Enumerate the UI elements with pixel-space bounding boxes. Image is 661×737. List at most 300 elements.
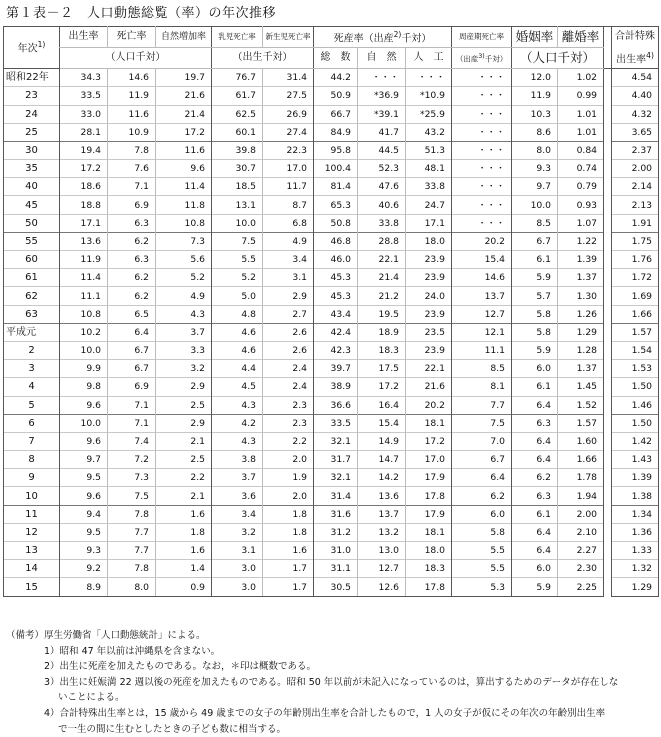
cell-ft: 95.8 — [314, 141, 358, 159]
cell-fa: *25.9 — [406, 105, 452, 123]
cell-d: 6.7 — [108, 341, 156, 359]
cell-tfr: 2.37 — [612, 141, 659, 159]
cell-d: 10.9 — [108, 123, 156, 141]
cell-n: 11.4 — [156, 178, 212, 196]
cell-d: 7.7 — [108, 523, 156, 541]
cell-m: 5.8 — [512, 323, 558, 341]
cell-p: 5.3 — [452, 578, 512, 596]
cell-ft: 66.7 — [314, 105, 358, 123]
row-year: 11 — [4, 505, 60, 523]
cell-n: 10.8 — [156, 214, 212, 232]
cell-d: 6.2 — [108, 269, 156, 287]
row-year: 35 — [4, 160, 60, 178]
cell-fa: 17.1 — [406, 214, 452, 232]
header-total: 総 数 — [314, 48, 358, 69]
cell-n: 5.6 — [156, 251, 212, 269]
cell-fa: 23.9 — [406, 305, 452, 323]
cell-fn: 12.7 — [358, 560, 406, 578]
cell-tfr: 4.40 — [612, 87, 659, 105]
table-row — [4, 196, 659, 214]
cell-tfr: 1.42 — [612, 432, 659, 450]
cell-b: 10.0 — [60, 341, 108, 359]
cell-m: 6.7 — [512, 232, 558, 250]
cell-n: 2.9 — [156, 414, 212, 432]
cell-ne: 31.4 — [263, 69, 314, 87]
cell-tfr: 1.72 — [612, 269, 659, 287]
cell-dv: 1.30 — [558, 287, 604, 305]
cell-ft: 42.4 — [314, 323, 358, 341]
cell-fa: 23.9 — [406, 251, 452, 269]
cell-ft: 38.9 — [314, 378, 358, 396]
row-year: 7 — [4, 432, 60, 450]
table-row — [4, 160, 659, 178]
table-row — [4, 542, 659, 560]
cell-m: 5.9 — [512, 341, 558, 359]
cell-b: 9.8 — [60, 378, 108, 396]
cell-p: ・・・ — [452, 123, 512, 141]
unit-pop2: （人口千対） — [512, 48, 604, 69]
cell-n: 2.5 — [156, 451, 212, 469]
cell-ne: 11.7 — [263, 178, 314, 196]
row-year: 昭和22年 — [4, 69, 60, 87]
cell-dv: 1.66 — [558, 451, 604, 469]
cell-p: 11.1 — [452, 341, 512, 359]
row-year: 5 — [4, 396, 60, 414]
cell-dv: 1.94 — [558, 487, 604, 505]
note-3: 3）出生に妊娠満 22 週以後の死産を加えたものである。昭和 50 年以前が未記入になっているのは，算出するためのデータが存在しな — [44, 676, 619, 688]
cell-fa: 22.1 — [406, 360, 452, 378]
cell-i: 4.8 — [212, 305, 263, 323]
header-artificial: 人 工 — [406, 48, 452, 69]
cell-p: 6.7 — [452, 451, 512, 469]
table-row — [4, 523, 659, 541]
table-row — [4, 578, 659, 596]
cell-d: 7.5 — [108, 487, 156, 505]
cell-i: 3.0 — [212, 560, 263, 578]
table-row — [4, 123, 659, 141]
cell-d: 7.7 — [108, 542, 156, 560]
cell-ft: 33.5 — [314, 414, 358, 432]
cell-m: 9.7 — [512, 178, 558, 196]
cell-m: 8.5 — [512, 214, 558, 232]
cell-i: 3.7 — [212, 469, 263, 487]
cell-p: ・・・ — [452, 105, 512, 123]
cell-b: 11.4 — [60, 269, 108, 287]
cell-p: 7.5 — [452, 414, 512, 432]
cell-ft: 81.4 — [314, 178, 358, 196]
cell-n: 3.3 — [156, 341, 212, 359]
row-year: 6 — [4, 414, 60, 432]
cell-ne: 17.0 — [263, 160, 314, 178]
cell-dv: 2.27 — [558, 542, 604, 560]
cell-i: 5.5 — [212, 251, 263, 269]
cell-d: 6.7 — [108, 360, 156, 378]
cell-d: 6.2 — [108, 287, 156, 305]
cell-tfr: 1.57 — [612, 323, 659, 341]
cell-fa: 17.8 — [406, 487, 452, 505]
cell-ne: 1.7 — [263, 560, 314, 578]
cell-i: 3.0 — [212, 578, 263, 596]
cell-ne: 1.6 — [263, 542, 314, 560]
cell-i: 4.6 — [212, 341, 263, 359]
cell-m: 5.7 — [512, 287, 558, 305]
row-year: 3 — [4, 360, 60, 378]
cell-m: 6.4 — [512, 542, 558, 560]
cell-dv: 1.60 — [558, 432, 604, 450]
cell-fn: 13.6 — [358, 487, 406, 505]
cell-fa: 24.7 — [406, 196, 452, 214]
cell-tfr: 1.54 — [612, 341, 659, 359]
note-4-cont: で一生の間に生むとしたときの子ども数に相当する。 — [58, 723, 287, 735]
cell-i: 60.1 — [212, 123, 263, 141]
cell-ne: 2.6 — [263, 341, 314, 359]
cell-dv: 1.37 — [558, 360, 604, 378]
table-row — [4, 178, 659, 196]
cell-dv: 0.93 — [558, 196, 604, 214]
cell-n: 7.3 — [156, 232, 212, 250]
cell-ft: 39.7 — [314, 360, 358, 378]
cell-i: 39.8 — [212, 141, 263, 159]
cell-b: 33.5 — [60, 87, 108, 105]
cell-n: 5.2 — [156, 269, 212, 287]
row-year: 12 — [4, 523, 60, 541]
cell-ft: 31.2 — [314, 523, 358, 541]
note-2: 2）出生に死産を加えたものである。なお，＊印は概数である。 — [44, 661, 317, 673]
cell-ft: 31.0 — [314, 542, 358, 560]
cell-dv: 1.29 — [558, 323, 604, 341]
cell-m: 6.4 — [512, 523, 558, 541]
cell-m: 6.2 — [512, 469, 558, 487]
cell-ne: 27.4 — [263, 123, 314, 141]
cell-d: 14.6 — [108, 69, 156, 87]
cell-m: 6.4 — [512, 451, 558, 469]
cell-d: 7.8 — [108, 560, 156, 578]
cell-m: 11.9 — [512, 87, 558, 105]
cell-m: 9.3 — [512, 160, 558, 178]
row-year: 2 — [4, 341, 60, 359]
row-year: 13 — [4, 542, 60, 560]
cell-tfr: 1.75 — [612, 232, 659, 250]
cell-ne: 22.3 — [263, 141, 314, 159]
cell-ft: 50.8 — [314, 214, 358, 232]
cell-d: 7.1 — [108, 178, 156, 196]
row-year: 14 — [4, 560, 60, 578]
cell-tfr: 4.32 — [612, 105, 659, 123]
cell-m: 10.0 — [512, 196, 558, 214]
row-year: 9 — [4, 469, 60, 487]
cell-ne: 2.3 — [263, 396, 314, 414]
cell-d: 7.1 — [108, 396, 156, 414]
cell-m: 10.3 — [512, 105, 558, 123]
cell-m: 6.0 — [512, 560, 558, 578]
cell-n: 2.9 — [156, 378, 212, 396]
table-row — [4, 323, 659, 341]
cell-ft: 45.3 — [314, 287, 358, 305]
header-row-1 — [4, 27, 659, 48]
cell-i: 10.0 — [212, 214, 263, 232]
cell-d: 7.1 — [108, 414, 156, 432]
cell-ft: 30.5 — [314, 578, 358, 596]
cell-dv: 1.39 — [558, 251, 604, 269]
cell-fn: 33.8 — [358, 214, 406, 232]
cell-p: 5.5 — [452, 560, 512, 578]
cell-tfr: 2.14 — [612, 178, 659, 196]
cell-n: 0.9 — [156, 578, 212, 596]
cell-tfr: 1.69 — [612, 287, 659, 305]
cell-n: 4.3 — [156, 305, 212, 323]
cell-p: 6.2 — [452, 487, 512, 505]
table-row — [4, 105, 659, 123]
cell-d: 7.4 — [108, 432, 156, 450]
row-year: 60 — [4, 251, 60, 269]
cell-p: ・・・ — [452, 196, 512, 214]
cell-tfr: 1.36 — [612, 523, 659, 541]
cell-tfr: 4.54 — [612, 69, 659, 87]
cell-p: 20.2 — [452, 232, 512, 250]
note-3-cont: いことによる。 — [58, 692, 125, 704]
cell-tfr: 1.34 — [612, 505, 659, 523]
cell-tfr: 1.39 — [612, 469, 659, 487]
cell-i: 4.3 — [212, 432, 263, 450]
row-year: 55 — [4, 232, 60, 250]
cell-ft: 44.2 — [314, 69, 358, 87]
cell-n: 19.7 — [156, 69, 212, 87]
row-year: 15 — [4, 578, 60, 596]
cell-dv: 1.01 — [558, 105, 604, 123]
cell-m: 6.0 — [512, 360, 558, 378]
cell-b: 9.6 — [60, 432, 108, 450]
cell-b: 9.5 — [60, 523, 108, 541]
cell-d: 6.4 — [108, 323, 156, 341]
cell-b: 9.7 — [60, 451, 108, 469]
cell-ne: 2.2 — [263, 432, 314, 450]
cell-dv: 0.79 — [558, 178, 604, 196]
cell-m: 6.4 — [512, 396, 558, 414]
header-birth: 出生率 — [60, 27, 108, 48]
cell-dv: 1.07 — [558, 214, 604, 232]
cell-i: 3.6 — [212, 487, 263, 505]
cell-b: 9.9 — [60, 360, 108, 378]
table-row — [4, 469, 659, 487]
cell-b: 9.3 — [60, 542, 108, 560]
cell-fn: *39.1 — [358, 105, 406, 123]
cell-tfr: 1.50 — [612, 414, 659, 432]
cell-fn: 17.5 — [358, 360, 406, 378]
cell-p: ・・・ — [452, 160, 512, 178]
cell-fa: 18.3 — [406, 560, 452, 578]
cell-p: ・・・ — [452, 178, 512, 196]
cell-p: 13.7 — [452, 287, 512, 305]
header-natural: 自然増加率 — [156, 27, 212, 48]
cell-b: 18.6 — [60, 178, 108, 196]
cell-n: 21.4 — [156, 105, 212, 123]
cell-fa: 23.9 — [406, 341, 452, 359]
table-row — [4, 396, 659, 414]
cell-p: 15.4 — [452, 251, 512, 269]
cell-i: 61.7 — [212, 87, 263, 105]
cell-tfr: 1.66 — [612, 305, 659, 323]
row-year: 40 — [4, 178, 60, 196]
cell-ft: 42.3 — [314, 341, 358, 359]
cell-n: 2.2 — [156, 469, 212, 487]
cell-i: 4.3 — [212, 396, 263, 414]
cell-d: 6.5 — [108, 305, 156, 323]
cell-dv: 1.26 — [558, 305, 604, 323]
cell-b: 10.8 — [60, 305, 108, 323]
cell-dv: 1.28 — [558, 341, 604, 359]
cell-fn: 18.9 — [358, 323, 406, 341]
cell-fa: 18.0 — [406, 542, 452, 560]
cell-fn: ・・・ — [358, 69, 406, 87]
cell-b: 19.4 — [60, 141, 108, 159]
note-4: 4）合計特殊出生率とは，15 歳から 49 歳までの女子の年齢別出生率を合計したもので，1 人の女子が仮にその年次の年齢別出生率 — [44, 707, 606, 719]
cell-fn: 44.5 — [358, 141, 406, 159]
cell-p: 6.4 — [452, 469, 512, 487]
cell-n: 1.6 — [156, 505, 212, 523]
cell-n: 4.9 — [156, 287, 212, 305]
cell-ft: 65.3 — [314, 196, 358, 214]
perinatal-unit: （出産$^{3)}$千対） — [452, 48, 512, 69]
header-year: 年次$^{1)}$ — [4, 27, 60, 69]
row-year: 50 — [4, 214, 60, 232]
vital-statistics-table — [3, 26, 659, 597]
table-row — [4, 287, 659, 305]
cell-ne: 2.4 — [263, 360, 314, 378]
cell-ne: 2.3 — [263, 414, 314, 432]
cell-dv: 0.84 — [558, 141, 604, 159]
page-title: 第１表－２ 人口動態総覧（率）の年次推移 — [6, 6, 277, 21]
table-row — [4, 487, 659, 505]
cell-ne: 2.0 — [263, 451, 314, 469]
cell-ft: 31.7 — [314, 451, 358, 469]
cell-fn: 28.8 — [358, 232, 406, 250]
cell-d: 7.6 — [108, 160, 156, 178]
cell-fn: 14.7 — [358, 451, 406, 469]
cell-fn: 14.9 — [358, 432, 406, 450]
cell-dv: 1.02 — [558, 69, 604, 87]
cell-i: 3.8 — [212, 451, 263, 469]
cell-fn: 13.0 — [358, 542, 406, 560]
cell-ne: 3.1 — [263, 269, 314, 287]
cell-dv: 0.74 — [558, 160, 604, 178]
cell-fn: 15.4 — [358, 414, 406, 432]
table-row — [4, 251, 659, 269]
cell-p: 8.1 — [452, 378, 512, 396]
cell-ne: 4.9 — [263, 232, 314, 250]
cell-i: 4.2 — [212, 414, 263, 432]
cell-ft: 31.4 — [314, 487, 358, 505]
cell-ft: 50.9 — [314, 87, 358, 105]
cell-fa: 17.8 — [406, 578, 452, 596]
cell-d: 7.8 — [108, 505, 156, 523]
cell-i: 4.4 — [212, 360, 263, 378]
cell-ne: 2.7 — [263, 305, 314, 323]
cell-ft: 31.6 — [314, 505, 358, 523]
cell-d: 8.0 — [108, 578, 156, 596]
cell-m: 6.4 — [512, 432, 558, 450]
cell-b: 9.2 — [60, 560, 108, 578]
cell-fa: 33.8 — [406, 178, 452, 196]
cell-i: 3.4 — [212, 505, 263, 523]
cell-ne: 2.6 — [263, 323, 314, 341]
cell-fa: 18.0 — [406, 232, 452, 250]
cell-p: 6.0 — [452, 505, 512, 523]
cell-fa: 48.1 — [406, 160, 452, 178]
cell-n: 2.1 — [156, 487, 212, 505]
cell-m: 8.0 — [512, 141, 558, 159]
cell-i: 18.5 — [212, 178, 263, 196]
cell-n: 2.5 — [156, 396, 212, 414]
cell-fa: 18.1 — [406, 523, 452, 541]
cell-fn: 14.2 — [358, 469, 406, 487]
cell-dv: 2.10 — [558, 523, 604, 541]
cell-i: 62.5 — [212, 105, 263, 123]
cell-fn: 19.5 — [358, 305, 406, 323]
table-row — [4, 214, 659, 232]
header-marriage: 婚姻率 — [512, 27, 558, 48]
table-row — [4, 305, 659, 323]
cell-d: 6.3 — [108, 251, 156, 269]
cell-ft: 46.0 — [314, 251, 358, 269]
cell-n: 2.1 — [156, 432, 212, 450]
table-row — [4, 414, 659, 432]
cell-dv: 0.99 — [558, 87, 604, 105]
cell-fa: *10.9 — [406, 87, 452, 105]
cell-d: 7.3 — [108, 469, 156, 487]
table-row — [4, 87, 659, 105]
cell-b: 9.4 — [60, 505, 108, 523]
cell-ft: 43.4 — [314, 305, 358, 323]
table-row — [4, 69, 659, 87]
cell-fn: *36.9 — [358, 87, 406, 105]
cell-dv: 2.25 — [558, 578, 604, 596]
table-row — [4, 232, 659, 250]
cell-b: 18.8 — [60, 196, 108, 214]
cell-i: 3.1 — [212, 542, 263, 560]
cell-n: 1.6 — [156, 542, 212, 560]
cell-d: 6.2 — [108, 232, 156, 250]
cell-fn: 17.2 — [358, 378, 406, 396]
cell-fn: 21.2 — [358, 287, 406, 305]
cell-i: 13.1 — [212, 196, 263, 214]
cell-p: 7.7 — [452, 396, 512, 414]
header-tfr: 合計特殊 — [612, 27, 659, 48]
cell-n: 11.8 — [156, 196, 212, 214]
cell-d: 6.9 — [108, 378, 156, 396]
row-year: 24 — [4, 105, 60, 123]
cell-b: 17.2 — [60, 160, 108, 178]
cell-n: 1.4 — [156, 560, 212, 578]
cell-fa: ・・・ — [406, 69, 452, 87]
cell-tfr: 2.00 — [612, 160, 659, 178]
cell-b: 10.0 — [60, 414, 108, 432]
row-year: 25 — [4, 123, 60, 141]
cell-ne: 1.8 — [263, 505, 314, 523]
cell-ne: 26.9 — [263, 105, 314, 123]
cell-n: 17.2 — [156, 123, 212, 141]
header-tfr2: 出生率$^{4)}$ — [612, 48, 659, 69]
cell-m: 5.9 — [512, 578, 558, 596]
cell-i: 76.7 — [212, 69, 263, 87]
header-infant: 乳児死亡率 — [212, 27, 263, 48]
row-year: 8 — [4, 451, 60, 469]
cell-ft: 84.9 — [314, 123, 358, 141]
cell-dv: 1.57 — [558, 414, 604, 432]
cell-b: 28.1 — [60, 123, 108, 141]
table-row — [4, 505, 659, 523]
cell-fa: 17.9 — [406, 469, 452, 487]
cell-d: 7.2 — [108, 451, 156, 469]
